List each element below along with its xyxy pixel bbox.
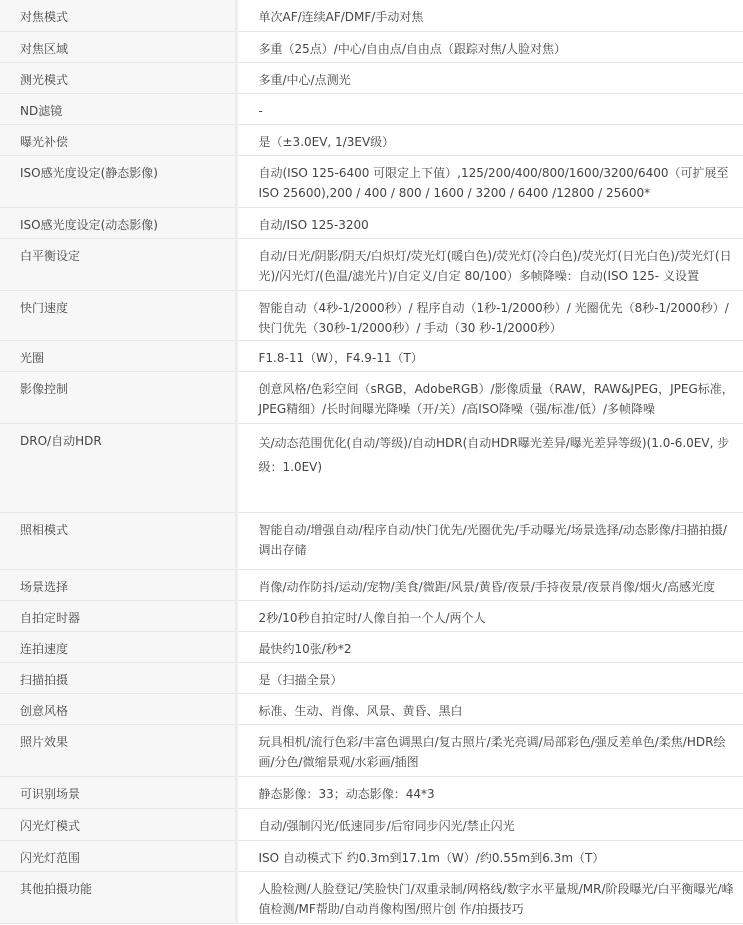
- table-row: [0, 776, 743, 808]
- row-label: 对焦区域: [0, 31, 236, 62]
- table-row: [0, 62, 743, 93]
- row-label: 照片效果: [0, 724, 236, 776]
- row-label: 照相模式: [0, 512, 236, 569]
- row-value: 肖像/动作防抖/运动/宠物/美食/微距/风景/黄昏/夜景/手持夜景/夜景肖像/烟火/高感光度: [236, 569, 743, 600]
- row-label: 曝光补偿: [0, 124, 236, 155]
- row-label: 扫描拍摄: [0, 662, 236, 693]
- row-label: 可识别场景: [0, 776, 236, 808]
- row-label: 创意风格: [0, 693, 236, 724]
- row-value: 2秒/10秒自拍定时/人像自拍一个人/两个人: [236, 600, 743, 631]
- row-value: 单次AF/连续AF/DMF/手动对焦: [236, 0, 743, 31]
- row-value: 多重/中心/点测光: [236, 62, 743, 93]
- table-row: [0, 423, 743, 512]
- table-row: [0, 155, 743, 207]
- row-value: 标准、生动、肖像、风景、黄昏、黑白: [236, 693, 743, 724]
- row-value: 智能自动（4秒-1/2000秒）/ 程序自动（1秒-1/2000秒）/ 光圈优先（8秒-1/2000秒）/ 快门优先（30秒-1/2000秒）/ 手动（30 秒-1/2000秒）: [236, 290, 743, 340]
- table-row: [0, 724, 743, 776]
- table-row: [0, 840, 743, 871]
- table-row: [0, 207, 743, 238]
- row-value: 最快约10张/秒*2: [236, 631, 743, 662]
- row-label: ISO感光度设定(动态影像): [0, 207, 236, 238]
- row-label: 光圈: [0, 340, 236, 371]
- table-row: [0, 124, 743, 155]
- row-label: DRO/自动HDR: [0, 423, 236, 512]
- table-row: [0, 693, 743, 724]
- row-value: 关/动态范围优化(自动/等级)/自动HDR(自动HDR曝光差异/曝光差异等级)(1.0-6.0EV, 步级：1.0EV): [236, 423, 743, 512]
- row-value: -: [236, 93, 743, 124]
- row-label: 连拍速度: [0, 631, 236, 662]
- row-label: 影像控制: [0, 371, 236, 423]
- table-row: [0, 600, 743, 631]
- row-value: 是（±3.0EV, 1/3EV级）: [236, 124, 743, 155]
- row-value: 创意风格/色彩空间（sRGB，AdobeRGB）/影像质量（RAW，RAW&JPEG，JPEG标准，JPEG精细）/长时间曝光降噪（开/关）/高ISO降噪（强/标准/低）/多帧降噪: [236, 371, 743, 423]
- row-label: 场景选择: [0, 569, 236, 600]
- row-value: 自动/强制闪光/低速同步/后帘同步闪光/禁止闪光: [236, 808, 743, 840]
- table-row: [0, 93, 743, 124]
- row-label: ND滤镜: [0, 93, 236, 124]
- row-value: 自动(ISO 125-6400 可限定上下值）,125/200/400/800/1600/3200/6400（可扩展至ISO 25600),200 / 400 / 800 / 1600 / 3200 / 6400 /12800 / 25600*: [236, 155, 743, 207]
- row-label: 测光模式: [0, 62, 236, 93]
- table-row: [0, 290, 743, 340]
- table-row: [0, 871, 743, 923]
- row-label: 其他拍摄功能: [0, 871, 236, 923]
- table-row: [0, 340, 743, 371]
- table-row: [0, 631, 743, 662]
- table-row: [0, 569, 743, 600]
- row-value: 人脸检测/人脸登记/笑脸快门/双重录制/网格线/数字水平量规/MR/阶段曝光/白平衡曝光/峰值检测/MF帮助/自动肖像构图/照片创 作/拍摄技巧: [236, 871, 743, 923]
- table-row: [0, 371, 743, 423]
- row-value: 自动/ISO 125-3200: [236, 207, 743, 238]
- row-value: 玩具相机/流行色彩/丰富色调黑白/复古照片/柔光亮调/局部彩色/强反差单色/柔焦/HDR绘画/分色/微缩景观/水彩画/插图: [236, 724, 743, 776]
- row-value: 自动/日光/阴影/阴天/白炽灯/荧光灯(暖白色)/荧光灯(冷白色)/荧光灯(日光白色)/荧光灯(日光)/闪光灯/(色温/滤光片)/自定义/自定 80/100）多帧降噪：自动(ISO 125- 义设置: [236, 238, 743, 290]
- table-row: [0, 31, 743, 62]
- row-label: 对焦模式: [0, 0, 236, 31]
- table-row: [0, 808, 743, 840]
- row-value: F1.8-11（W），F4.9-11（T）: [236, 340, 743, 371]
- row-value: 智能自动/增强自动/程序自动/快门优先/光圈优先/手动曝光/场景选择/动态影像/扫描拍摄/调出存储: [236, 512, 743, 569]
- row-label: 闪光灯模式: [0, 808, 236, 840]
- row-label: 快门速度: [0, 290, 236, 340]
- row-value: 多重（25点）/中心/自由点/自由点（跟踪对焦/人脸对焦）: [236, 31, 743, 62]
- table-row: [0, 662, 743, 693]
- row-label: 闪光灯范围: [0, 840, 236, 871]
- table-row: [0, 512, 743, 569]
- row-label: 自拍定时器: [0, 600, 236, 631]
- row-value: 是（扫描全景）: [236, 662, 743, 693]
- row-label: ISO感光度设定(静态影像): [0, 155, 236, 207]
- table-row: [0, 0, 743, 31]
- row-value: 静态影像：33；动态影像：44*3: [236, 776, 743, 808]
- row-label: 白平衡设定: [0, 238, 236, 290]
- table-row: [0, 238, 743, 290]
- row-value: ISO 自动模式下 约0.3m到17.1m（W）/约0.55m到6.3m（T）: [236, 840, 743, 871]
